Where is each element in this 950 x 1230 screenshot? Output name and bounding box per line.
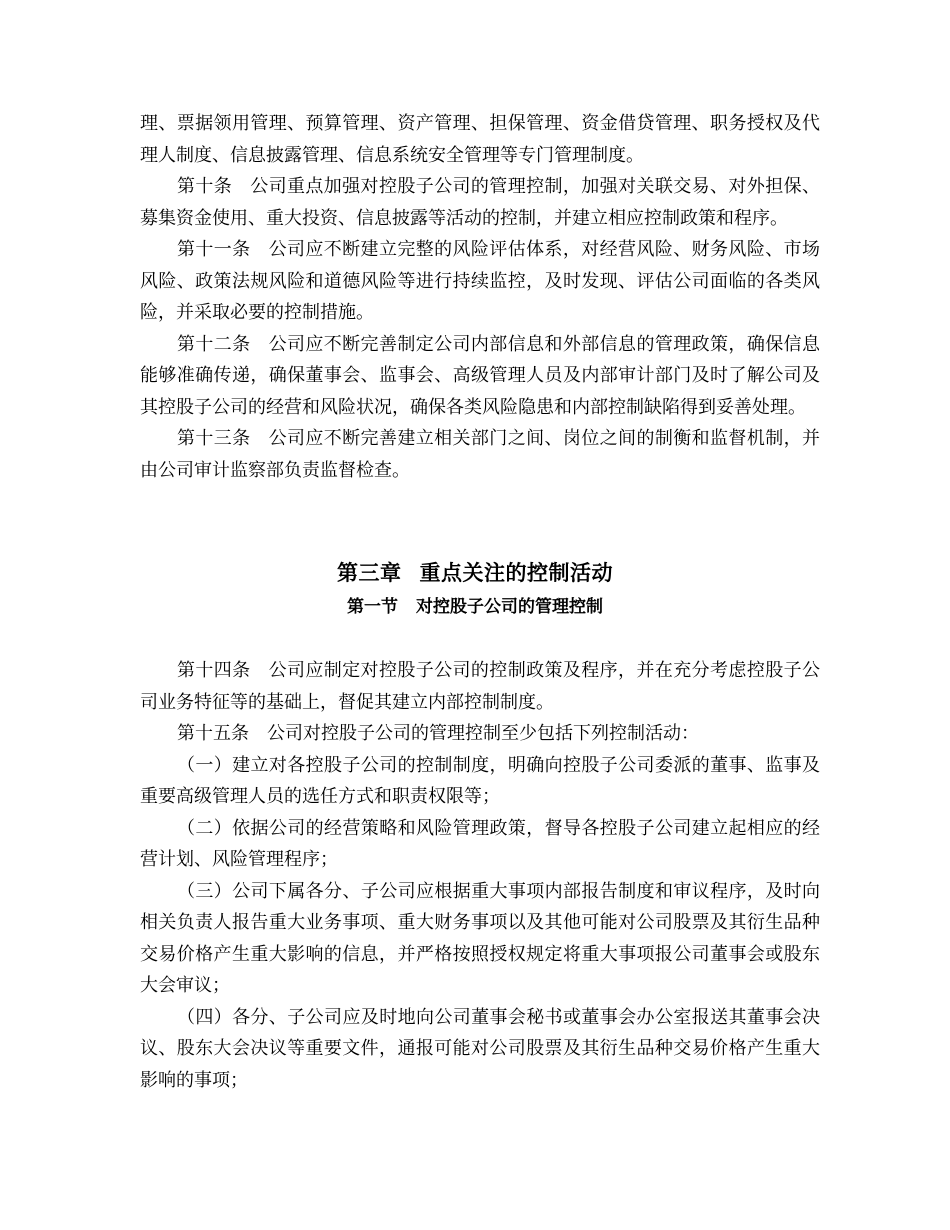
- article-13: [140, 423, 820, 486]
- section-title: 对控股子公司的管理控制: [416, 597, 603, 617]
- section-heading: [0, 594, 950, 620]
- top-text-block: [140, 108, 820, 486]
- chapter-heading: [0, 558, 950, 588]
- article-text: 公司重点加强对控股子公司的管理控制，加强对关联交易、对外担保、募集资金使用、重大投资、信息披露等活动的控制，并建立相应控制政策和程序。: [140, 176, 821, 229]
- article-number: 第十一条: [177, 239, 251, 260]
- article-11: [140, 234, 820, 329]
- article-10: [140, 171, 820, 234]
- article-12: [140, 329, 820, 424]
- paragraph-continuation: 理、票据领用管理、预算管理、资产管理、担保管理、资金借贷管理、职务授权及代理人制度、信息披露管理、信息系统安全管理等专门管理制度。: [140, 113, 820, 166]
- article-number: 第十五条: [177, 723, 249, 744]
- article-14: [140, 655, 820, 718]
- list-item-3: （三）公司下属各分、子公司应根据重大事项内部报告制度和审议程序，及时向相关负责人报告重大业务事项、重大财务事项以及其他可能对公司股票及其衍生品种交易价格产生重大影响的信息，并严格按照授权规定将重大事项报公司董事会或股东大会审议；: [140, 880, 820, 996]
- article-15: [140, 718, 820, 750]
- article-number: 第十二条: [177, 333, 251, 355]
- article-text: 公司应制定对控股子公司的控制政策及程序，并在充分考虑控股子公司业务特征等的基础上，督促其建立内部控制制度。: [140, 660, 820, 713]
- article-number: 第十条: [177, 176, 233, 197]
- chapter-number: 第三章: [337, 561, 402, 585]
- article-text: 公司对控股子公司的管理控制至少包括下列控制活动：: [267, 723, 699, 744]
- article-text: 公司应不断完善制定公司内部信息和外部信息的管理政策，确保信息能够准确传递，确保董事会、监事会、高级管理人员及内部审计部门及时了解公司及其控股子公司的经营和风险状况，确保各类风险隐患和内部控制缺陷得到妥善处理。: [140, 333, 820, 418]
- list-item-2: （二）依据公司的经营策略和风险管理政策，督导各控股子公司建立起相应的经营计划、风险管理程序；: [140, 817, 820, 870]
- list-item-4: （四）各分、子公司应及时地向公司董事会秘书或董事会办公室报送其董事会决议、股东大会决议等重要文件，通报可能对公司股票及其衍生品种交易价格产生重大影响的事项；: [140, 1006, 820, 1091]
- list-item-1: （一）建立对各控股子公司的控制制度，明确向控股子公司委派的董事、监事及重要高级管理人员的选任方式和职责权限等；: [140, 754, 820, 807]
- chapter-title: 重点关注的控制活动: [419, 561, 613, 585]
- article-number: 第十三条: [177, 428, 251, 449]
- bottom-text-block: [140, 655, 820, 1096]
- article-text: 公司应不断完善建立相关部门之间、岗位之间的制衡和监督机制，并由公司审计监察部负责监督检查。: [140, 428, 820, 481]
- section-number: 第一节: [347, 597, 398, 617]
- article-number: 第十四条: [177, 660, 251, 681]
- article-text: 公司应不断建立完整的风险评估体系，对经营风险、财务风险、市场风险、政策法规风险和道德风险等进行持续监控，及时发现、评估公司面临的各类风险，并采取必要的控制措施。: [140, 239, 820, 323]
